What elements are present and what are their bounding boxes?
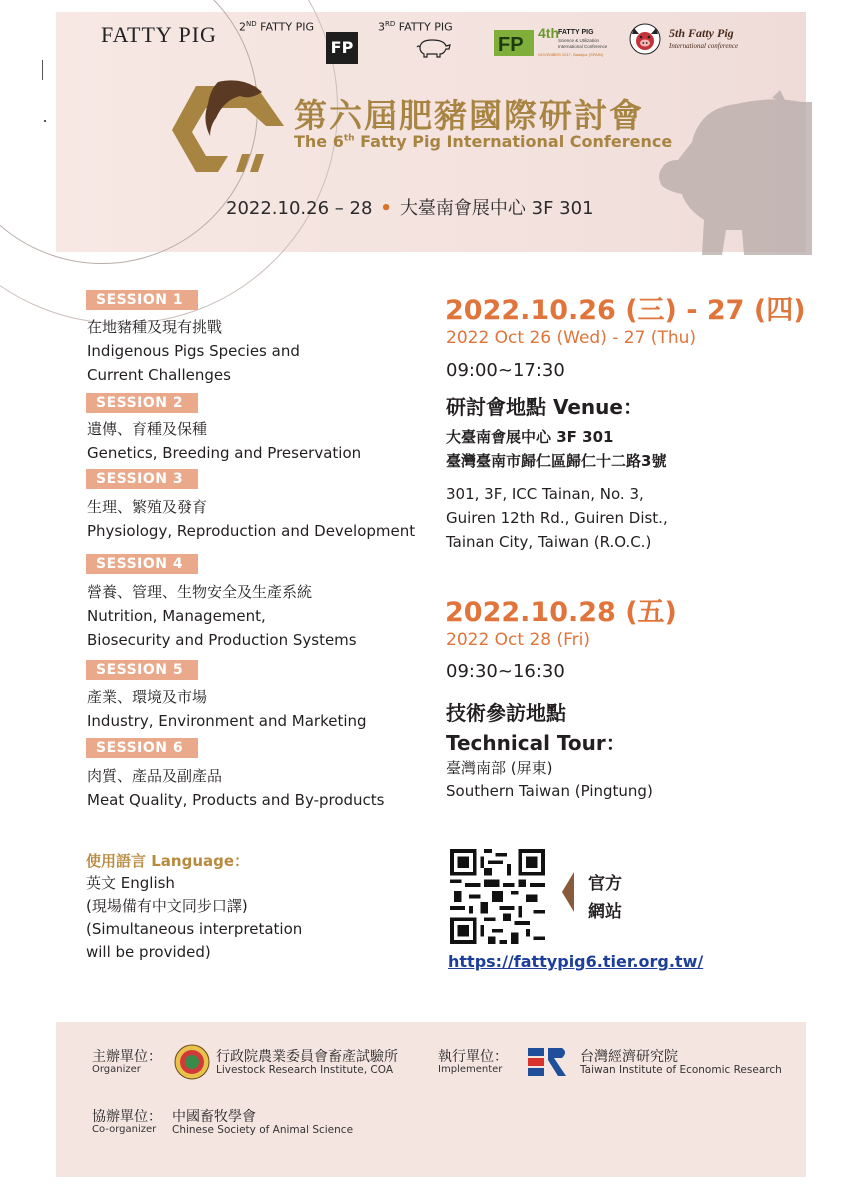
session-4-title-zh: 營養、管理、生物安全及生產系統 — [87, 583, 313, 601]
coorganizer-role: 協辦單位： — [92, 1109, 162, 1125]
pig-face-icon — [628, 22, 662, 56]
day2-date-en: 2022 Oct 28 (Fri) — [446, 630, 591, 650]
organizer-role-en: Organizer — [92, 1064, 141, 1075]
organizer-name: 行政院農業委員會畜產試驗所 — [216, 1049, 398, 1065]
left-arrow-icon — [560, 872, 576, 912]
logo-fatty-pig-2: 2ND FATTY PIG — [239, 20, 314, 34]
venue-heading: 研討會地點 Venue： — [446, 395, 643, 419]
qr-code-icon[interactable] — [450, 849, 545, 944]
implementer-name-en: Taiwan Institute of Economic Research — [580, 1064, 782, 1076]
website-label-line: 網站 — [588, 902, 622, 922]
implementer-role-en: Implementer — [438, 1064, 503, 1075]
logo-fp-mark: FP — [326, 32, 358, 64]
session-2-title-en: Genetics, Breeding and Preservation — [87, 444, 362, 462]
session-6-title-en: Meat Quality, Products and By-products — [87, 791, 385, 809]
session-3-badge: SESSION 3 — [86, 469, 198, 489]
venue-zh-2: 臺灣臺南市歸仁區歸仁十二路3號 — [446, 452, 667, 470]
day1-date-zh: 2022.10.26 (三) - 27 (四) — [445, 295, 806, 326]
tier-logo-icon — [526, 1044, 570, 1080]
session-3-title-en: Physiology, Reproduction and Development — [87, 522, 416, 540]
logo-4-line1: Science & Utilization — [558, 38, 600, 43]
day1-time: 09:00~17:30 — [446, 360, 565, 381]
session-4-badge: SESSION 4 — [86, 554, 198, 574]
pig-outline-icon — [414, 36, 452, 58]
language-line: 英文 English — [86, 874, 175, 892]
logo-fatty-pig-3: 3RD FATTY PIG — [378, 20, 453, 34]
pig-silhouette-icon — [652, 90, 812, 255]
conference-date-venue: 2022.10.26 – 28 • 大臺南會展中心 3F 301 — [226, 198, 594, 219]
session-2-badge: SESSION 2 — [86, 393, 198, 413]
session-5-title-en: Industry, Environment and Marketing — [87, 712, 367, 730]
language-line: (現場備有中文同步口譯) — [86, 897, 248, 915]
svg-text:FP: FP — [498, 34, 524, 56]
logo-4-name: FATTY PIG — [558, 29, 594, 36]
session-1-title-en-1: Indigenous Pigs Species and — [87, 342, 300, 360]
implementer-role: 執行單位： — [438, 1049, 508, 1065]
logo-fatty-pig-5: 5th Fatty Pig — [669, 26, 734, 40]
session-5-badge: SESSION 5 — [86, 660, 198, 680]
tour-heading-en: Technical Tour： — [446, 731, 626, 755]
day2-date-zh: 2022.10.28 (五) — [445, 597, 677, 628]
session-2-title-zh: 遺傳、育種及保種 — [87, 420, 208, 438]
logo-fatty-pig-4 — [494, 20, 608, 62]
venue-en-3: Tainan City, Taiwan (R.O.C.) — [446, 533, 652, 551]
venue-en-2: Guiren 12th Rd., Guiren Dist., — [446, 509, 668, 527]
session-4-title-en-1: Nutrition, Management, — [87, 607, 266, 625]
coorganizer-role-en: Co-organizer — [92, 1124, 157, 1135]
header-banner — [56, 12, 806, 252]
logo-4-main: 4th — [538, 25, 559, 41]
logo-fatty-pig-1: FATTY PIG — [101, 22, 217, 47]
fatty-pig-emblem-icon — [166, 74, 286, 184]
logo-fatty-pig-5-sub: International conference — [669, 42, 739, 50]
implementer-name: 台灣經濟研究院 — [580, 1049, 678, 1065]
footer-organizers — [56, 1022, 806, 1177]
venue-zh-1: 大臺南會展中心 3F 301 — [446, 428, 614, 446]
language-heading: 使用語言 Language： — [86, 852, 250, 870]
organizer-role: 主辦單位： — [92, 1049, 162, 1065]
tour-location-en: Southern Taiwan (Pingtung) — [446, 782, 653, 800]
website-link[interactable]: https://fattypig6.tier.org.tw/ — [448, 952, 704, 971]
logo-4-line2: International Conference — [558, 44, 608, 49]
day1-date-en: 2022 Oct 26 (Wed) - 27 (Thu) — [446, 328, 697, 348]
session-1-title-en-2: Current Challenges — [87, 366, 231, 384]
day2-time: 09:30~16:30 — [446, 661, 565, 682]
venue-en-1: 301, 3F, ICC Tainan, No. 3, — [446, 485, 644, 503]
tour-heading-zh: 技術參訪地點 — [446, 701, 566, 725]
session-1-title-zh: 在地豬種及現有挑戰 — [87, 318, 223, 336]
session-1-badge: SESSION 1 — [86, 290, 198, 310]
session-5-title-zh: 產業、環境及市場 — [87, 688, 208, 706]
lri-seal-icon — [174, 1044, 210, 1080]
session-6-title-zh: 肉質、產品及副產品 — [87, 767, 223, 785]
session-3-title-zh: 生理、繁殖及發育 — [87, 498, 208, 516]
organizer-name-en: Livestock Research Institute, COA — [216, 1064, 394, 1076]
language-info — [86, 872, 302, 964]
logo-4-line3: NOVEMBER 2017, Badajoz (SPAIN) — [538, 52, 604, 57]
tour-location-zh: 臺灣南部 (屏東) — [446, 759, 553, 777]
website-label-line: 官方 — [588, 874, 622, 894]
conference-title-zh: 第六屆肥豬國際研討會 — [294, 96, 644, 135]
conference-title-en: The 6th Fatty Pig International Conference — [294, 132, 673, 151]
official-website-label — [588, 870, 628, 926]
session-6-badge: SESSION 6 — [86, 738, 198, 758]
language-line: (Simultaneous interpretation — [86, 920, 303, 938]
session-4-title-en-2: Biosecurity and Production Systems — [87, 631, 357, 649]
language-line: will be provided) — [86, 943, 211, 961]
coorganizer-name: 中國畜牧學會 — [172, 1109, 256, 1125]
coorganizer-name-en: Chinese Society of Animal Science — [172, 1124, 354, 1136]
